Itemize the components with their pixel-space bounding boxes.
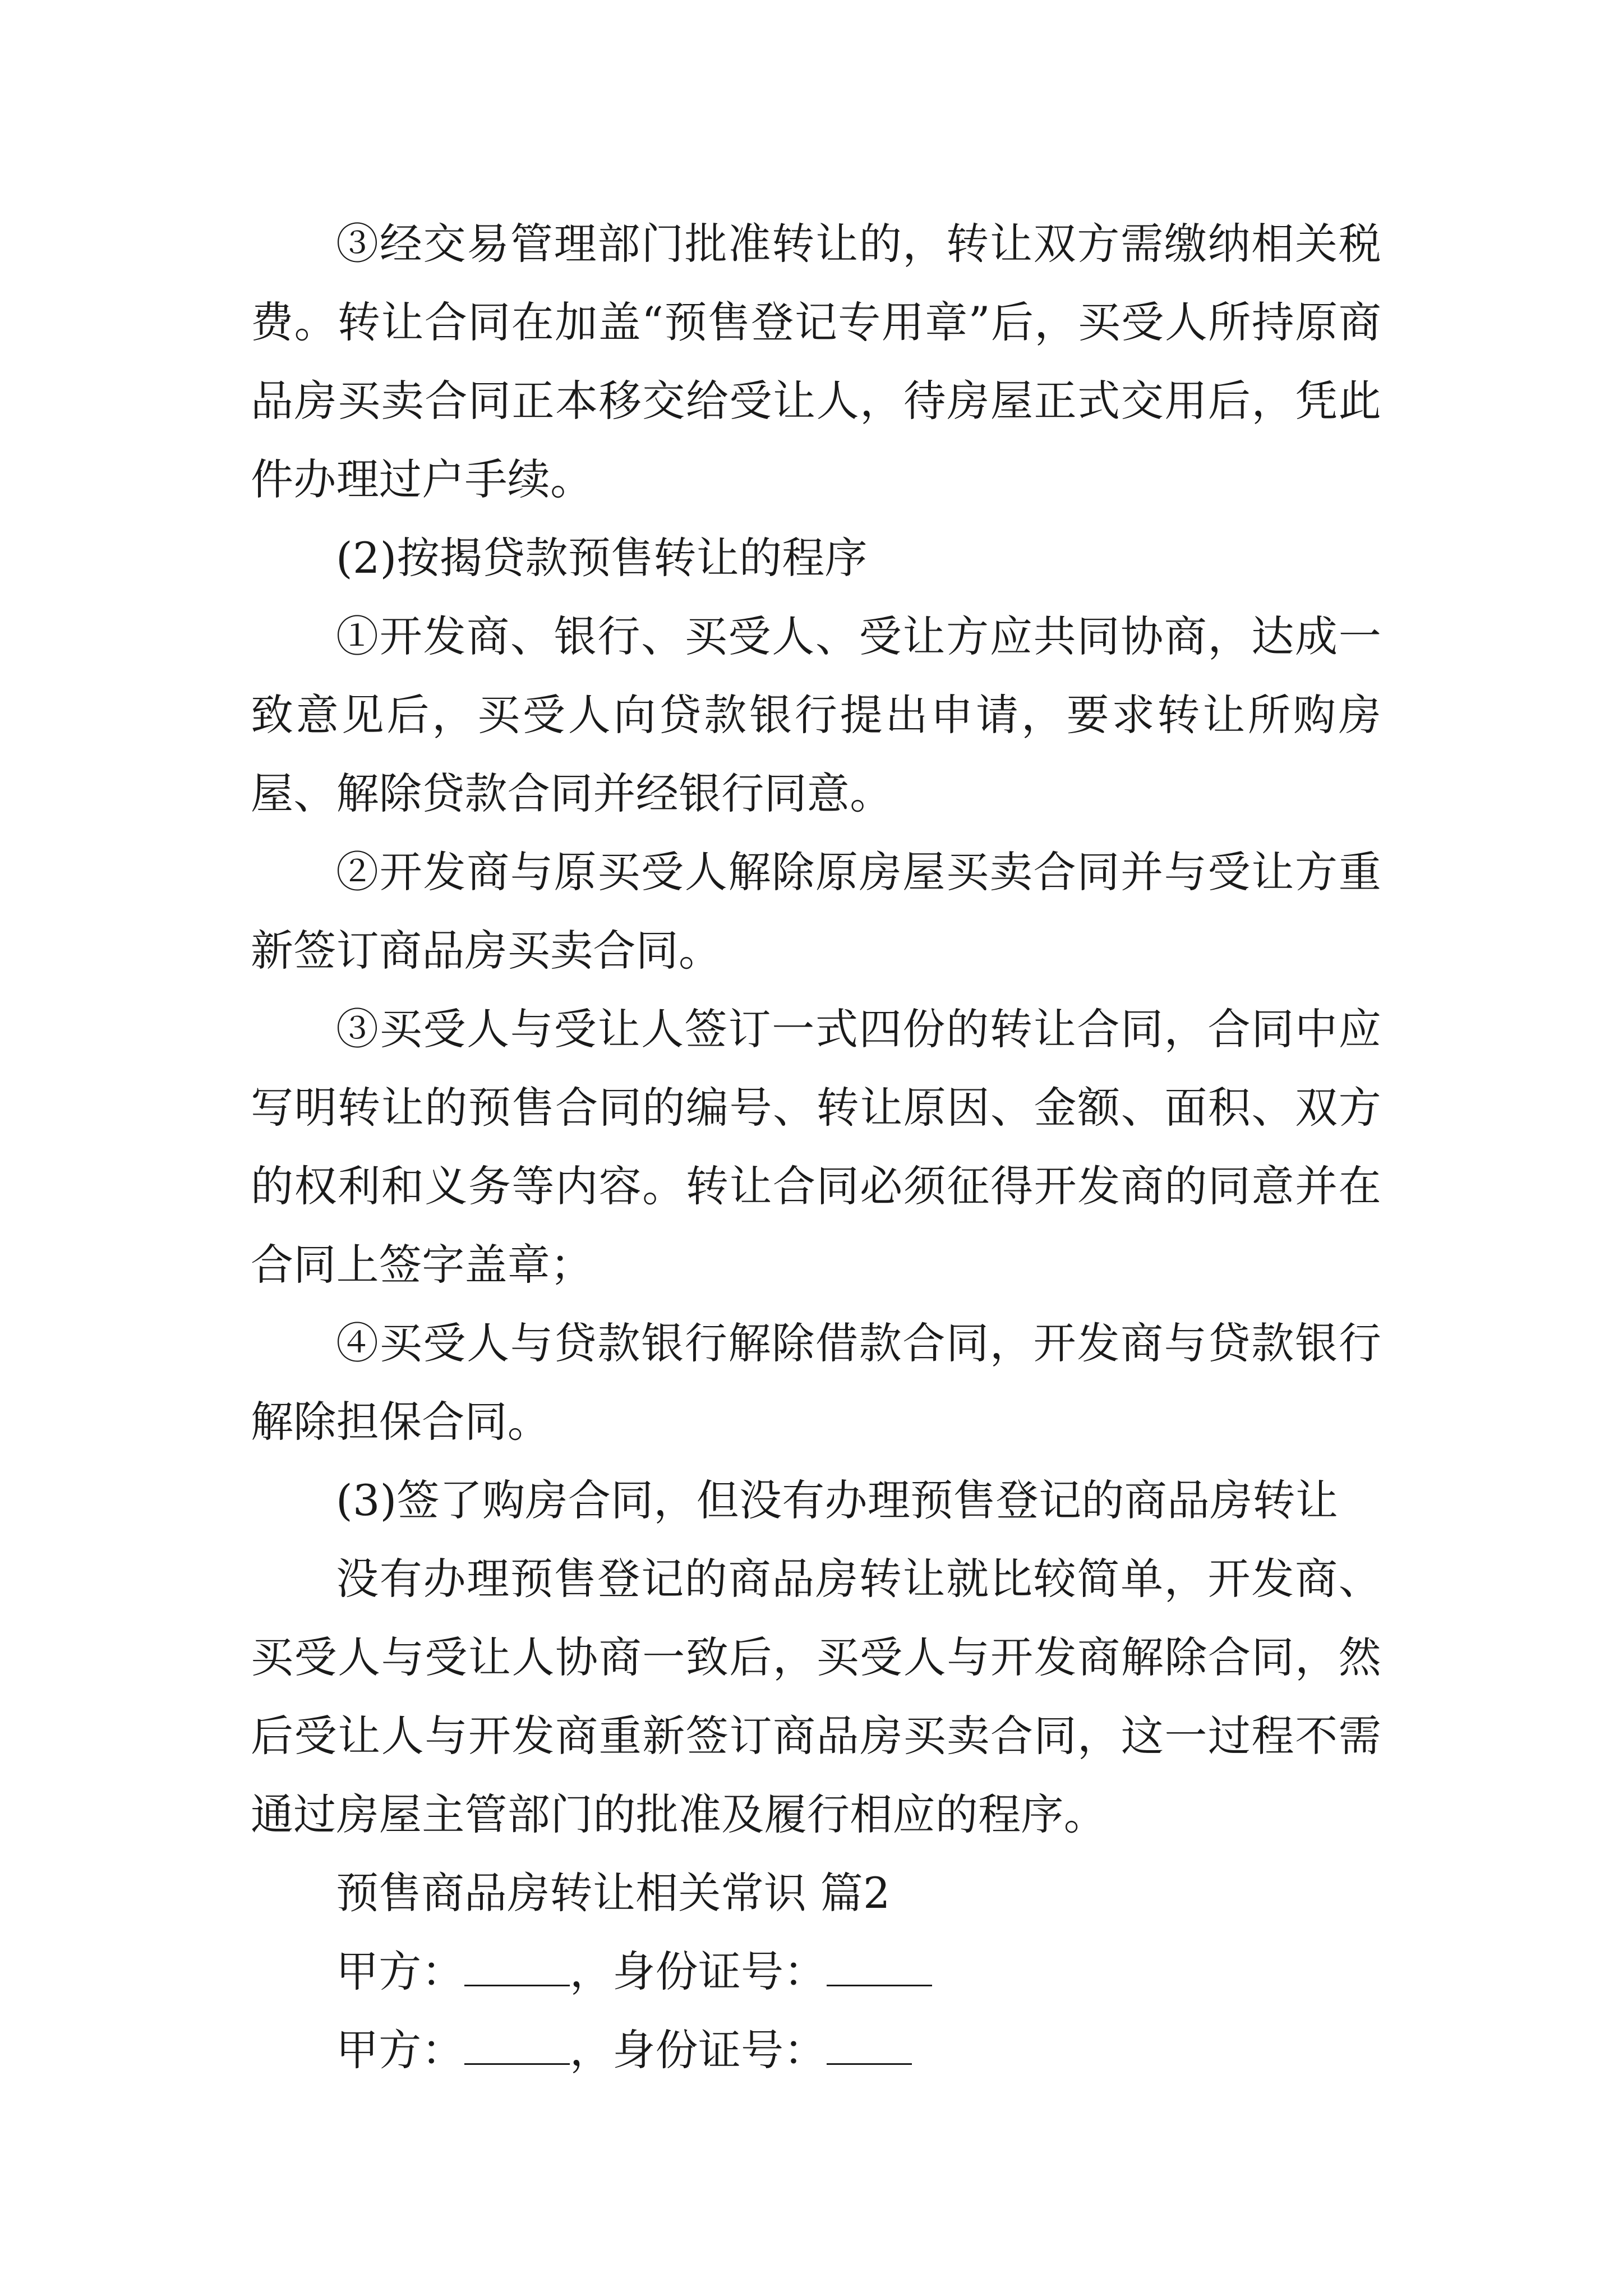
paragraph-step-2: ②开发商与原买受人解除原房屋买卖合同并与受让方重新签订商品房买卖合同。: [251, 847, 1381, 976]
article-title-part-2: 预售商品房转让相关常识 篇2: [336, 1868, 891, 1918]
section-heading-unregistered-transfer: (3)签了购房合同，但没有办理预售登记的商品房转让: [336, 1475, 1339, 1525]
id-number-label: 身份证号：: [612, 1947, 827, 1996]
party-a-label: 甲方：: [336, 2025, 464, 2075]
party-a-name-blank: [464, 1951, 570, 1986]
party-a-field-line: [251, 1932, 1381, 2011]
section-heading-mortgage-transfer: (2)按揭贷款预售转让的程序: [336, 533, 868, 583]
id-number-label: 身份证号：: [612, 2025, 827, 2075]
paragraph-unregistered-transfer: 没有办理预售登记的商品房转让就比较简单，开发商、买受人与受让人协商一致后，买受人与开发商解除合同，然后受让人与开发商重新签订商品房买卖合同，这一过程不需通过房屋主管部门的批准及履行相应的程序。: [251, 1554, 1381, 1839]
party-a-field-line-2: [251, 2011, 1381, 2090]
field-separator: ，: [569, 2025, 613, 2075]
paragraph-step-4: ④买受人与贷款银行解除借款合同，开发商与贷款银行解除担保合同。: [251, 1318, 1381, 1447]
field-separator: ，: [569, 1947, 613, 1996]
document-body: [251, 205, 1381, 2090]
paragraph-transfer-fees: ③经交易管理部门批准转让的，转让双方需缴纳相关税费。转让合同在加盖“预售登记专用章”后，买受人所持原商品房买卖合同正本移交给受让人，待房屋正式交用后，凭此件办理过户手续。: [251, 219, 1381, 504]
id-number-blank: [827, 2030, 912, 2065]
party-a-label: 甲方：: [336, 1947, 464, 1996]
paragraph-step-1: ①开发商、银行、买受人、受让方应共同协商，达成一致意见后，买受人向贷款银行提出申请，要求转让所购房屋、解除贷款合同并经银行同意。: [251, 611, 1381, 818]
party-a-name-blank: [464, 2030, 570, 2065]
id-number-blank: [827, 1951, 932, 1986]
paragraph-step-3: ③买受人与受让人签订一式四份的转让合同，合同中应写明转让的预售合同的编号、转让原因、金额、面积、双方的权利和义务等内容。转让合同必须征得开发商的同意并在合同上签字盖章；: [251, 1004, 1381, 1290]
